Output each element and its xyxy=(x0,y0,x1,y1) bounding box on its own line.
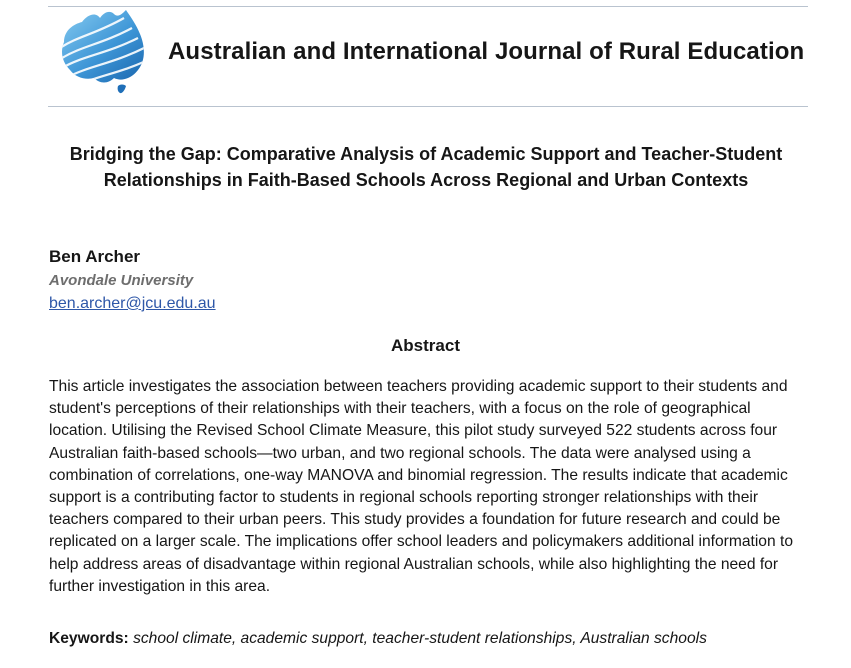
keywords-line xyxy=(49,630,829,648)
author-affiliation: Avondale University xyxy=(49,272,194,289)
author-email-link[interactable]: ben.archer@jcu.edu.au xyxy=(49,295,216,312)
journal-logo xyxy=(52,8,148,96)
abstract-body: This article investigates the association between teachers providing academic support to their students and student's perceptions of their relationships with their teachers, with a focus on the role of geographical location. Utilising the Revised School Climate Measure, this pilot study surveyed 522 students across four Australian faith-based schools—two urban, and two regional schools. The data were analysed using a combination of correlations, one-way MANOVA and binomial regression. The results indicate that academic support is a contributing factor to students in regional schools reporting stronger relationships with their teachers compared to their urban peers. This study provides a foundation for future research and could be replicated on a larger scale. The implications offer school leaders and policymakers additional information to help address areas of disadvantage within regional Australian schools, while also highlighting the need for further investigation in this area. xyxy=(49,378,793,595)
journal-title: Australian and International Journal of Rural Education xyxy=(168,38,805,65)
keywords-list: school climate, academic support, teacher-student relationships, Australian schools xyxy=(133,630,707,647)
header-bottom-rule xyxy=(48,106,808,107)
header-top-rule xyxy=(48,6,808,7)
abstract-heading: Abstract xyxy=(391,336,460,355)
keywords-label: Keywords: xyxy=(49,630,129,647)
australia-map-icon xyxy=(52,8,148,96)
author-name: Ben Archer xyxy=(49,247,141,266)
article-title: Bridging the Gap: Comparative Analysis of Academic Support and Teacher-Student Relationships in Faith-Based Schools Across Regional and Urban Contexts xyxy=(69,144,783,190)
